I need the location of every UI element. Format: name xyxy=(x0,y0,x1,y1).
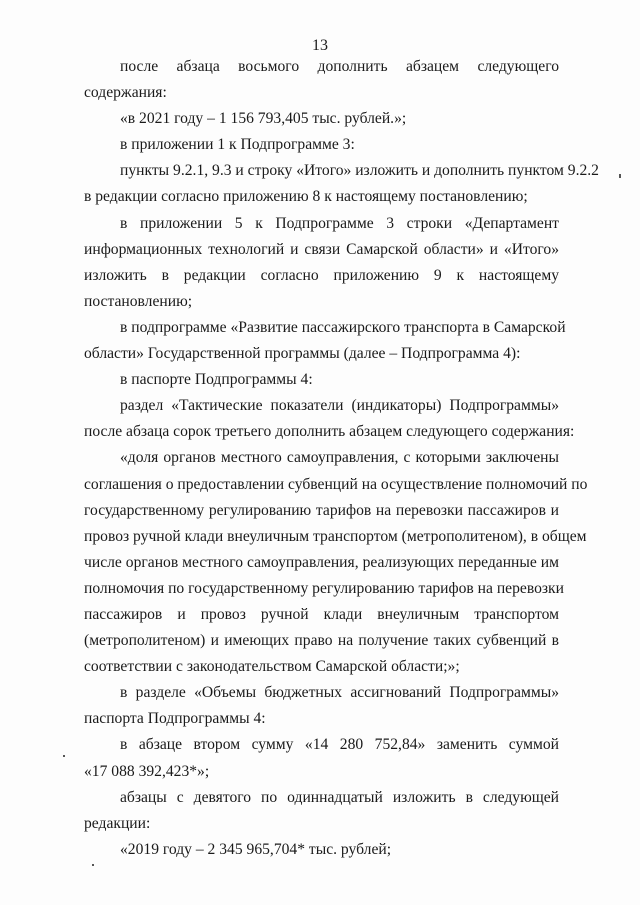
document-body xyxy=(84,54,599,863)
text-line: после абзаца сорок третьего дополнить абзацем следующего содержания: xyxy=(84,423,575,441)
text-line: провоз ручной клади внеуличным транспортом (метрополитеном), в общем xyxy=(84,527,587,545)
text-line: пассажиров и провоз ручной клади внеуличным транспортом xyxy=(84,605,559,623)
paragraph xyxy=(84,393,575,445)
text-line: «17 088 392,423*»; xyxy=(84,762,210,780)
scan-speck xyxy=(63,755,65,757)
text-line: в паспорте Подпрограммы 4: xyxy=(120,371,313,389)
text-line: полномочия по государственному регулированию тарифов на перевозки xyxy=(84,579,564,597)
text-line: «доля органов местного самоуправления, с которыми заключены xyxy=(120,449,559,467)
text-line: паспорта Подпрограммы 4: xyxy=(84,710,266,728)
text-line: в разделе «Объемы бюджетных ассигнований Подпрограммы» xyxy=(120,684,559,702)
paragraph xyxy=(84,445,588,680)
text-line: соответствии с законодательством Самарской области;»; xyxy=(84,658,460,676)
text-line: области» Государственной программы (далее – Подпрограмма 4): xyxy=(84,345,521,363)
text-line: государственному регулированию тарифов на перевозки пассажиров и xyxy=(84,501,559,519)
text-line: после абзаца восьмого дополнить абзацем следующего xyxy=(120,58,559,75)
page-number: 13 xyxy=(312,37,328,54)
text-line: постановлению; xyxy=(84,292,193,310)
text-line: в приложении 5 к Подпрограмме 3 строки «Департамент xyxy=(120,214,559,232)
paragraph xyxy=(84,132,559,158)
text-line: изложить в редакции согласно приложению 9 к настоящему xyxy=(84,266,559,284)
paragraph xyxy=(84,54,559,106)
paragraph xyxy=(84,315,566,367)
paragraph xyxy=(84,732,559,784)
text-line: «2019 году – 2 345 965,704* тыс. рублей; xyxy=(120,840,392,858)
paragraph xyxy=(84,106,559,132)
paragraph xyxy=(84,211,559,315)
scan-speck xyxy=(619,174,621,178)
text-line: соглашения о предоставлении субвенций на осуществление полномочий по xyxy=(84,475,588,493)
paragraph xyxy=(84,785,559,837)
paragraph xyxy=(84,158,599,210)
text-line: в абзаце втором сумму «14 280 752,84» заменить суммой xyxy=(120,736,559,754)
text-line: в редакции согласно приложению 8 к настоящему постановлению; xyxy=(84,188,528,206)
text-line: информационных технологий и связи Самарской области» и «Итого» xyxy=(84,240,559,258)
paragraph xyxy=(84,837,559,863)
scan-speck xyxy=(92,864,94,866)
paragraph xyxy=(84,680,559,732)
text-line: раздел «Тактические показатели (индикаторы) Подпрограммы» xyxy=(120,397,559,415)
text-line: «в 2021 году – 1 156 793,405 тыс. рублей.»; xyxy=(120,110,407,128)
text-line: пункты 9.2.1, 9.3 и строку «Итого» изложить и дополнить пунктом 9.2.2 xyxy=(120,162,599,180)
text-line: абзацы с девятого по одиннадцатый изложить в следующей xyxy=(120,788,559,806)
text-line: (метрополитеном) и имеющих право на получение таких субвенций в xyxy=(84,632,559,650)
text-line: редакции: xyxy=(84,814,151,832)
text-line: в приложении 1 к Подпрограмме 3: xyxy=(120,136,355,154)
paragraph xyxy=(84,367,559,393)
text-line: содержания: xyxy=(84,84,167,102)
text-line: в подпрограмме «Развитие пассажирского транспорта в Самарской xyxy=(120,318,566,336)
text-line: числе органов местного самоуправления, реализующих переданные им xyxy=(84,553,559,571)
